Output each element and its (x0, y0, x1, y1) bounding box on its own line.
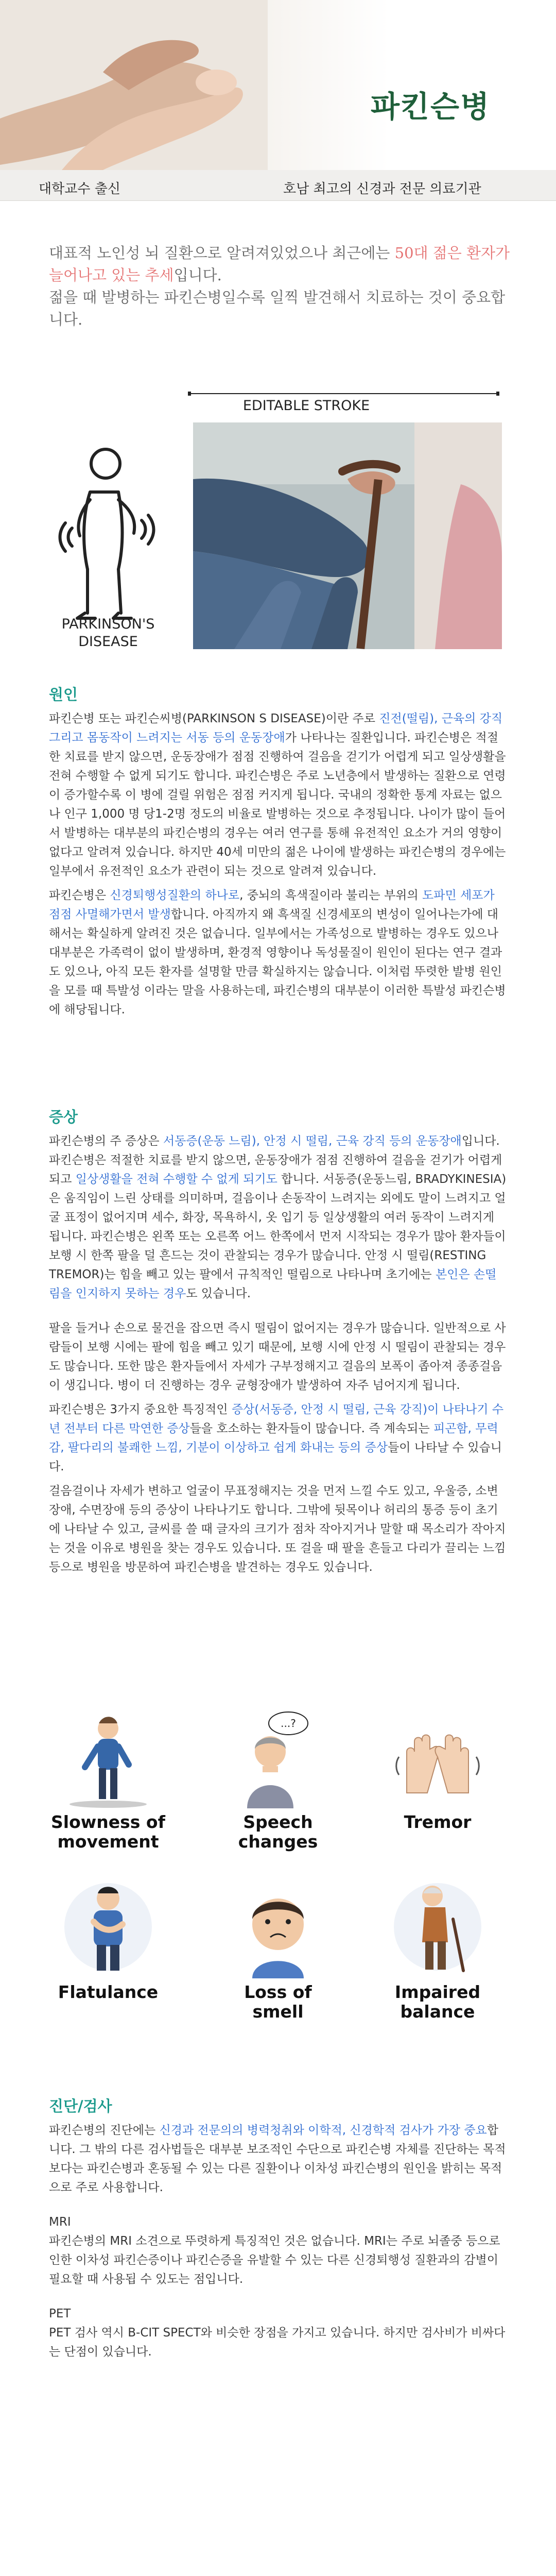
cause-heading: 원인 (49, 686, 78, 703)
holding-hands-illustration (0, 0, 268, 170)
intro-text: 대표적 노인성 뇌 질환으로 알려져있었으나 최근에는 50대 젊은 환자가 늘어나고 있는 추세입니다. 젊을 때 발병하는 파킨슨병일수록 일찍 발견해서 치료하는 것이 중요합니다. (49, 244, 510, 328)
speech-change-icon (227, 1710, 329, 1808)
cause-paragraph-1: 파킨슨병 또는 파킨슨씨병(PARKINSON S DISEASE)이란 주로 진전(떨림), 근육의 강직 그리고 몸동작이 느려지는 서동 등의 운동장애가 나타나는 질환입니다. 파킨슨병은 적절한 치료를 받지 않으면, 운동장애가 점점 진행하여 걸음을 걷기가 어렵게 되고 일상생활을 전혀 수행할 수 없게 되기도 합니다. 파킨슨병은 주로 노년층에서 발생하는 질환으로 연령이 증가할수록 이 병에 걸릴 위험은 점점 커지게 됩니다. 국내의 정확한 통계 자료는 없으나 인구 1,000 명 당1-2명 정도의 비율로 발병하는 것으로 추정됩니다. 나이가 많이 들어서 발병하는 대부분의 파킨슨병의 경우는 여러 연구를 통해 유전적인 요소가 거의 영향이 없다고 알려져 있습니다. 하지만 40세 미만의 젊은 나이에 발생하는 파킨슨병의 경우에는 일부에서 유전적인 요소가 관련이 되는 것으로 알려져 있습니다. (49, 712, 506, 878)
info-bar (0, 170, 556, 201)
symptom-paragraph-2: 팔을 들거나 손으로 물건을 잡으면 즉시 떨림이 없어지는 경우가 많습니다. 일반적으로 사람들이 보행 시에는 팔에 힘을 빼고 있기 때문에, 보행 시에 안정 시 떨림이 관찰되는 경우도 많습니다. 또한 많은 환자들에서 자세가 구부정해지고 걸음의 보폭이 좁아져 종종걸음이 생깁니다. 병이 더 진행하는 경우 균형장애가 발생하여 자주 넘어지게 됩니다. (49, 1321, 506, 1392)
impaired-balance-icon (386, 1875, 489, 1978)
stroke-bracket (188, 392, 499, 396)
smell-loss-icon (227, 1875, 329, 1978)
symptom-paragraph-3: 파킨슨병은 3가지 중요한 특징적인 증상(서동증, 안정 시 떨림, 근육 강직)이 나타나기 수년 전부터 다른 막연한 증상들을 호소하는 환자들이 많습니다. 즉 계속되는 피곤함, 무력감, 팔다리의 불쾌한 느낌, 기분이 이상하고 쉽게 화내는 등의 증상들이 나타날 수 있습니다. (49, 1403, 504, 1473)
symptom-smell-loss: Loss of smell (201, 1875, 355, 2022)
mri-title: MRI (49, 2215, 71, 2229)
stomach-pain-icon (57, 1875, 160, 1978)
info-left: 대학교수 출신 (39, 181, 120, 197)
mri-text: 파킨슨병의 MRI 소견으로 뚜렷하게 특징적인 것은 없습니다. MRI는 주로 뇌졸중 등으로 인한 이차성 파킨슨증이나 파킨슨증을 유발할 수 있는 다른 신경퇴행성 질환과의 감별이 필요할 때 사용됩 수 있도는 점입니다. (49, 2234, 500, 2286)
symptom-speech: ...? Speech changes (201, 1710, 355, 1852)
symptom-slowness: Slowness of movement (31, 1710, 185, 1852)
intro-highlight: 50대 젊은 환자가 늘어나고 있는 추세 (49, 244, 510, 284)
cause-paragraph-2: 파킨슨병은 신경퇴행성질환의 하나로, 중뇌의 흑색질이라 불리는 부위의 도파민 세포가 점점 사멸해가면서 발생합니다. 아직까지 왜 흑색질 신경세포의 변성이 일어나는가에 대해서는 확실하게 알려진 것은 없습니다. 일부에서는 가족성으로 발병하는 경우도 있으나 대부분은 가족력이 없이 발생하며, 환경적 영향이나 독성물질이 원인이 된다는 연구 결과도 있으나, 아직 모든 환자를 설명할 만큼 확실하지는 않습니다. 이처럼 뚜렷한 발병 원인을 모를 때 특발성 이라는 말을 사용하는데, 파킨슨병의 대부분이 이러한 특발성 파킨슨병에 해당됩니다. (49, 889, 506, 1016)
figure-caption: PARKINSON'S DISEASE (61, 616, 155, 650)
diagnosis-heading: 진단/검사 (49, 2097, 112, 2115)
symptom-paragraph-4: 걸음걸이나 자세가 변하고 얼굴이 무표정해지는 것을 먼저 느낄 수도 있고, 우울증, 소변장애, 수면장애 등의 증상이 나타나기도 합니다. 그밖에 뒷목이나 허리의 통증 등이 초기에 나타날 수 있고, 글씨를 쓸 때 글자의 크기가 점차 작아지거나 말할 때 목소리가 작아지는 것을 이유로 병원을 찾는 경우도 있습니다. 또 걸을 때 팔을 흔들고 다리가 끌리는 느낌 등으로 병원을 방문하여 파킨슨병을 발견하는 경우도 있습니다. (49, 1484, 506, 1574)
hero-banner (0, 0, 556, 170)
editable-stroke-label: EDITABLE STROKE (242, 398, 370, 414)
diagnosis-section (49, 2097, 507, 2367)
pet-title: PET (49, 2307, 71, 2320)
cause-section (49, 685, 507, 1025)
info-right: 호남 최고의 신경과 전문 의료기관 (283, 181, 481, 197)
symptom-paragraph-1: 파킨슨병의 주 증상은 서동증(운동 느림), 안정 시 떨림, 근육 강직 등의 운동장애입니다. 파킨슨병은 적절한 치료를 받지 않으면, 운동장애가 점점 진행하여 걸음을 걷기가 어렵게 되고 일상생활을 전혀 수행할 수 없게 되기도 합니다. 서동증(운동느림, BRADYKINESIA)은 움직임이 느린 상태를 의미하며, 걸음이나 손동작이 느려지는 외에도 말이 느려지고 얼굴 표정이 없어지며 세수, 화장, 목욕하시, 옷 입기 등 일상생활의 여러 동작이 느려지게 됩니다. 파킨슨병은 왼쪽 또는 오른쪽 어느 한쪽에서 먼저 시작되는 경우가 많아 환자들이 보행 시 한쪽 팔을 덜 흔드는 것이 관찰되는 경우가 많습니다. 안정 시 떨림(RESTING TREMOR)는 힘을 빼고 있는 팔에서 규칙적인 떨림으로 나타나며 초기에는 본인은 손떨림을 인지하지 못하는 경우도 있습니다. (49, 1134, 507, 1300)
diagnosis-paragraph-1: 파킨슨병의 진단에는 신경과 전문의의 병력청취와 이학적, 신경학적 검사가 가장 중요합니다. 그 밖의 다른 검사법들은 대부분 보조적인 수단으로 파킨슨병 자체를 진단하는 목적보다는 파킨슨병과 혼동될 수 있는 다른 질환이나 이차성 파킨슨병의 원인을 밝히는 목적으로 주로 사용합니다. (49, 2124, 506, 2194)
symptom-heading: 증상 (49, 1108, 78, 1126)
symptom-balance: Impaired balance (360, 1875, 515, 2022)
elderly-with-cane-photo (193, 422, 502, 649)
slow-walk-icon (57, 1710, 160, 1808)
speech-bubble-text: ...? (281, 1717, 296, 1730)
pet-text: PET 검사 역시 B-CIT SPECT와 비슷한 장점을 가지고 있습니다. 하지만 검사비가 비싸다는 단점이 있습니다. (49, 2326, 506, 2359)
page-title: 파킨슨병 (371, 89, 491, 124)
symptom-tremor: Tremor (360, 1710, 515, 1832)
symptom-section (49, 1108, 507, 1582)
symptom-flatulance: Flatulance (31, 1875, 185, 2002)
tremor-hands-icon (386, 1710, 489, 1808)
